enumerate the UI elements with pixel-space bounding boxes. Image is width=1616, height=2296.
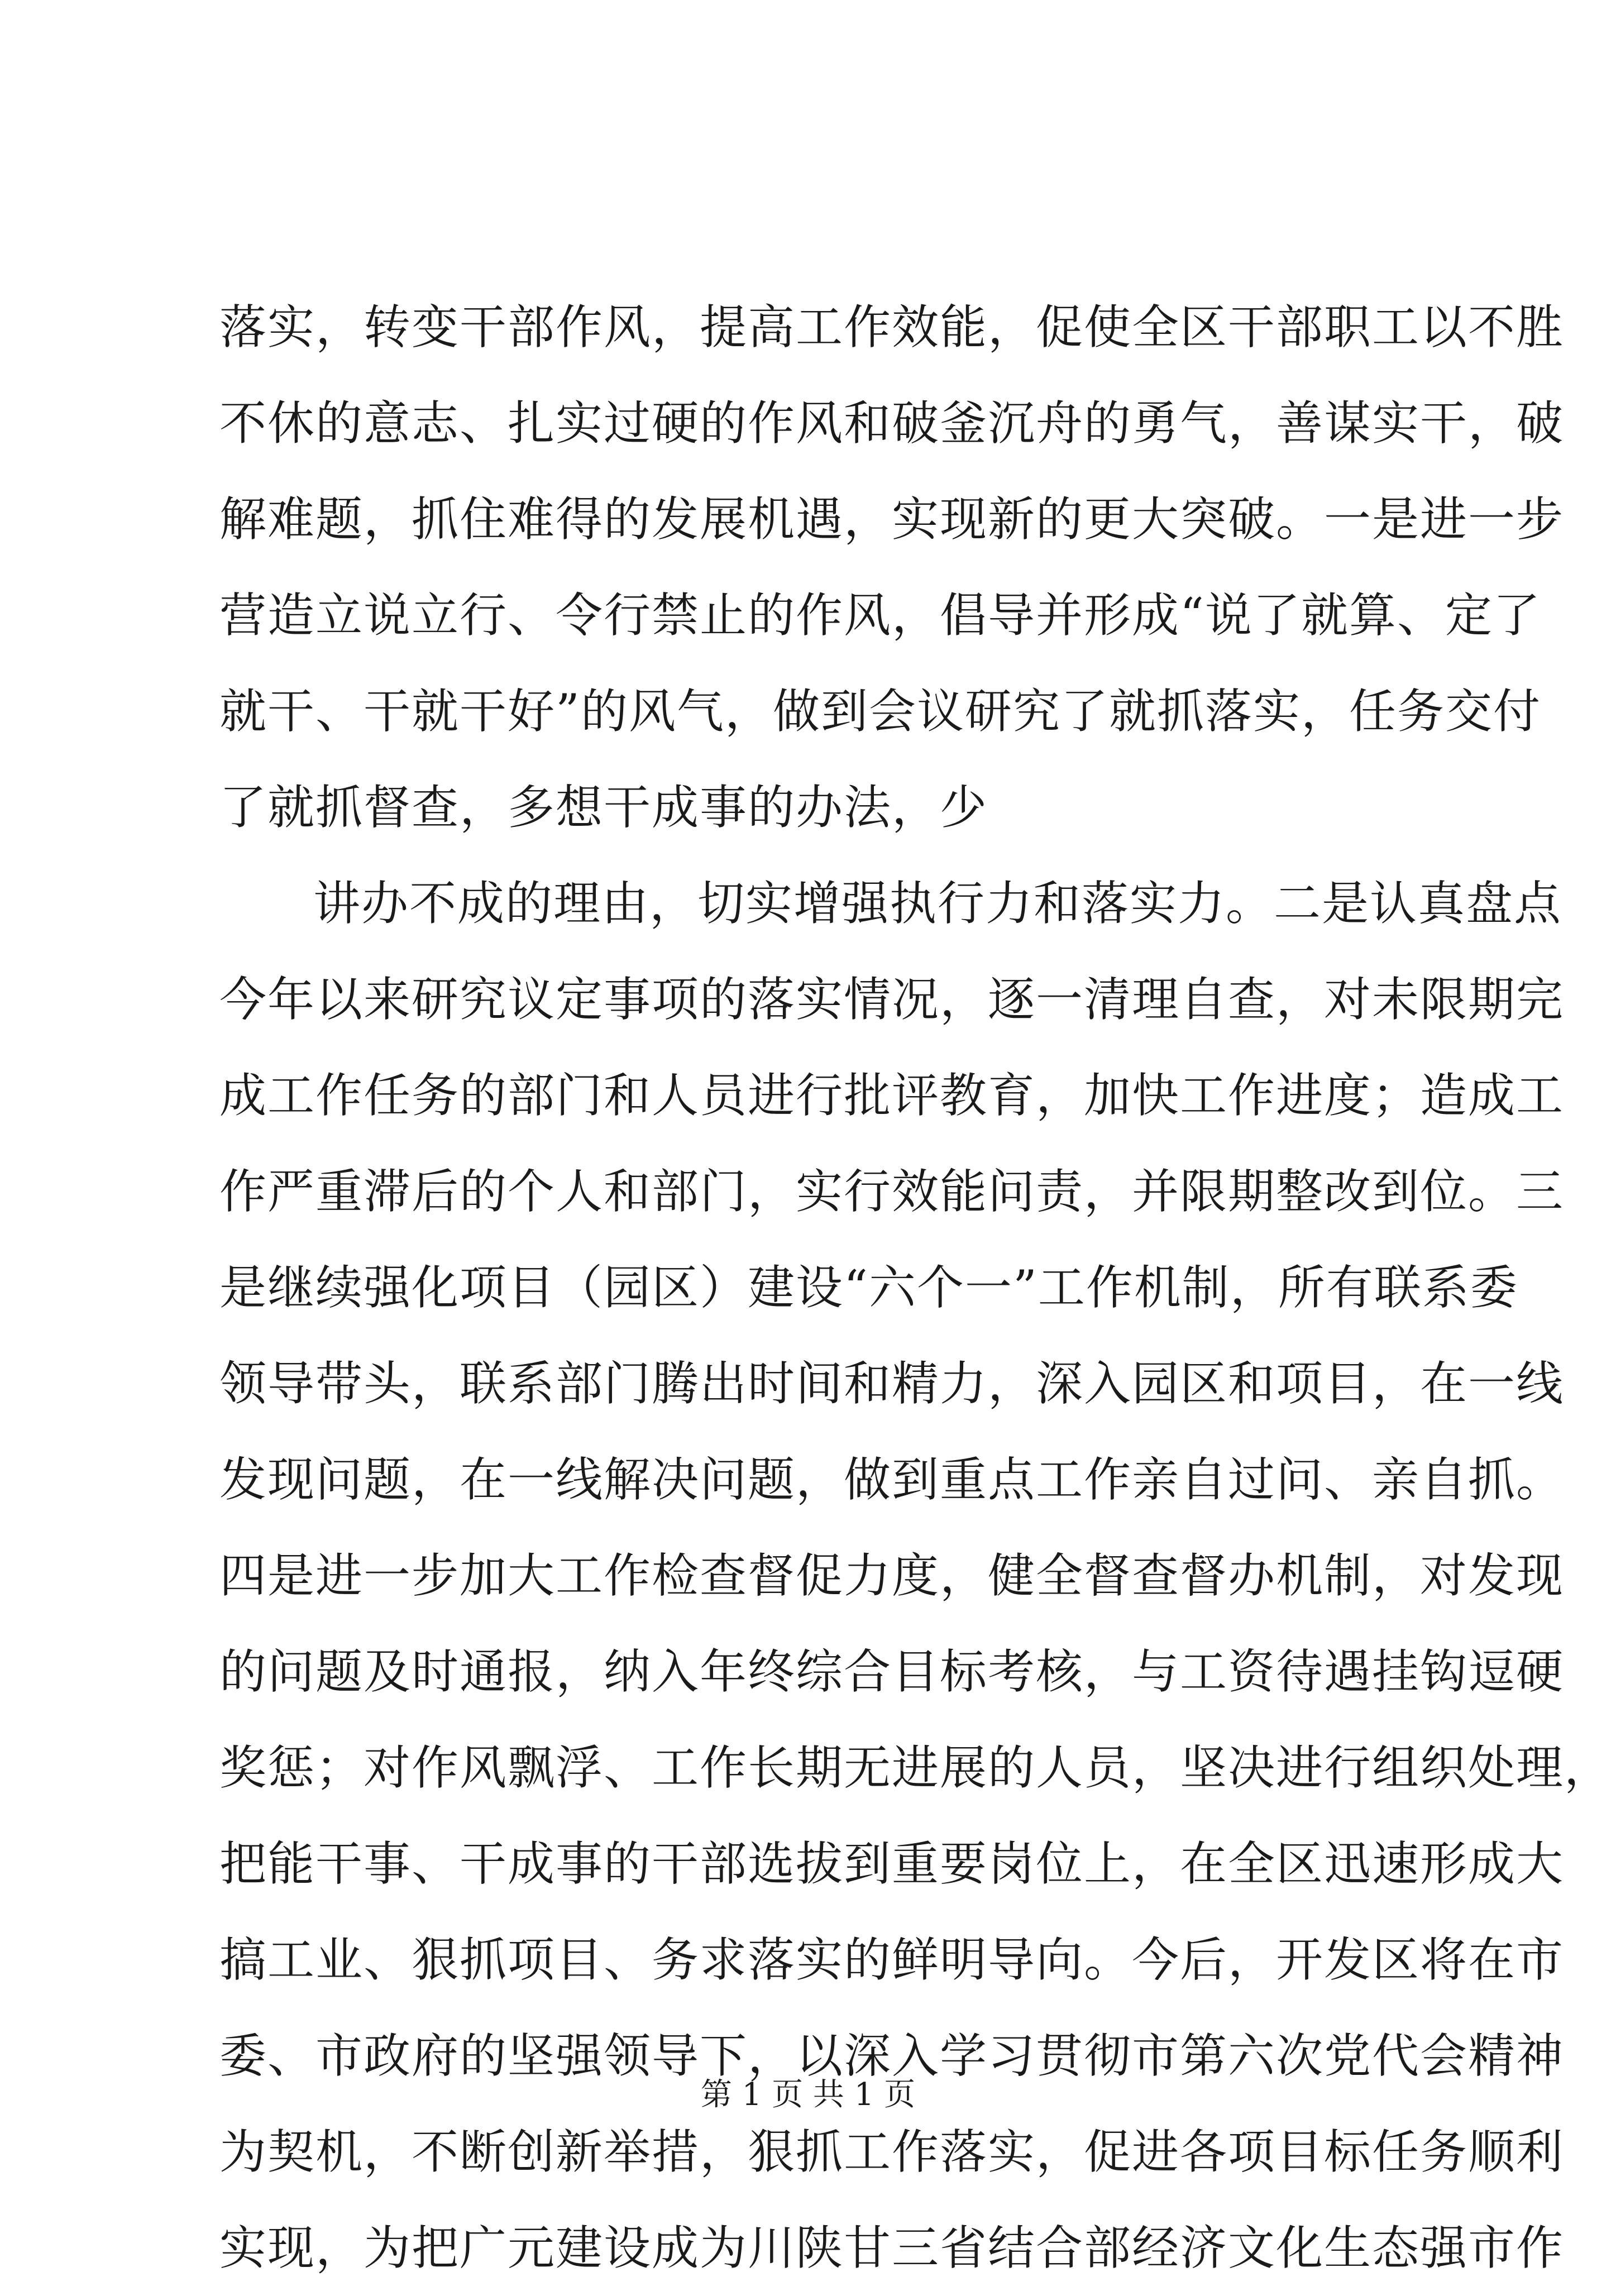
text-line: 发现问题，在一线解决问题，做到重点工作亲自过问、亲自抓。 <box>219 1452 1565 1507</box>
text-line: 解难题，抓住难得的发展机遇，实现新的更大突破。一是进一步 <box>219 492 1565 547</box>
text-line: 的问题及时通报，纳入年终综合目标考核，与工资待遇挂钩逗硬 <box>219 1644 1565 1699</box>
text-line: 不休的意志、扎实过硬的作风和破釜沉舟的勇气，善谋实干，破 <box>219 396 1565 451</box>
text-line: 今年以来研究议定事项的落实情况，逐一清理自查，对未限期完 <box>219 972 1565 1027</box>
text-line: 委、市政府的坚强领导下，以深入学习贯彻市第六次党代会精神 <box>219 2029 1565 2083</box>
text-line: 是继续强化项目（园区）建设“六个一”工作机制，所有联系委 <box>219 1260 1518 1315</box>
text-line: 落实，转变干部作风，提高工作效能，促使全区干部职工以不胜 <box>219 300 1565 355</box>
text-line: 营造立说立行、令行禁止的作风，倡导并形成“说了就算、定了 <box>219 588 1541 643</box>
text-line: 就干、干就干好”的风气，做到会议研究了就抓落实，任务交付 <box>219 684 1541 739</box>
text-line: 搞工业、狠抓项目、务求落实的鲜明导向。今后，开发区将在市 <box>219 1933 1565 1987</box>
text-line: 实现，为把广元建设成为川陕甘三省结合部经济文化生态强市作 <box>219 2221 1565 2275</box>
text-line: 成工作任务的部门和人员进行批评教育，加快工作进度；造成工 <box>219 1068 1565 1123</box>
text-line: 四是进一步加大工作检查督促力度，健全督查督办机制，对发现 <box>219 1548 1565 1603</box>
paragraph-start-line: 讲办不成的理由，切实增强执行力和落实力。二是认真盘点 <box>313 876 1562 931</box>
text-line: 领导带头，联系部门腾出时间和精力，深入园区和项目，在一线 <box>219 1356 1565 1411</box>
text-line: 为契机，不断创新举措，狠抓工作落实，促进各项目标任务顺利 <box>219 2125 1565 2179</box>
page-footer: 第 1 页 共 1 页 <box>700 2077 916 2113</box>
text-line: 作严重滞后的个人和部门，实行效能问责，并限期整改到位。三 <box>219 1164 1565 1219</box>
text-line: 奖惩；对作风飘浮、工作长期无进展的人员，坚决进行组织处理， <box>219 1740 1613 1795</box>
document-body <box>219 279 1613 2296</box>
text-line: 了就抓督查，多想干成事的办法，少 <box>219 780 988 835</box>
text-line: 把能干事、干成事的干部选拔到重要岗位上，在全区迅速形成大 <box>219 1836 1565 1891</box>
